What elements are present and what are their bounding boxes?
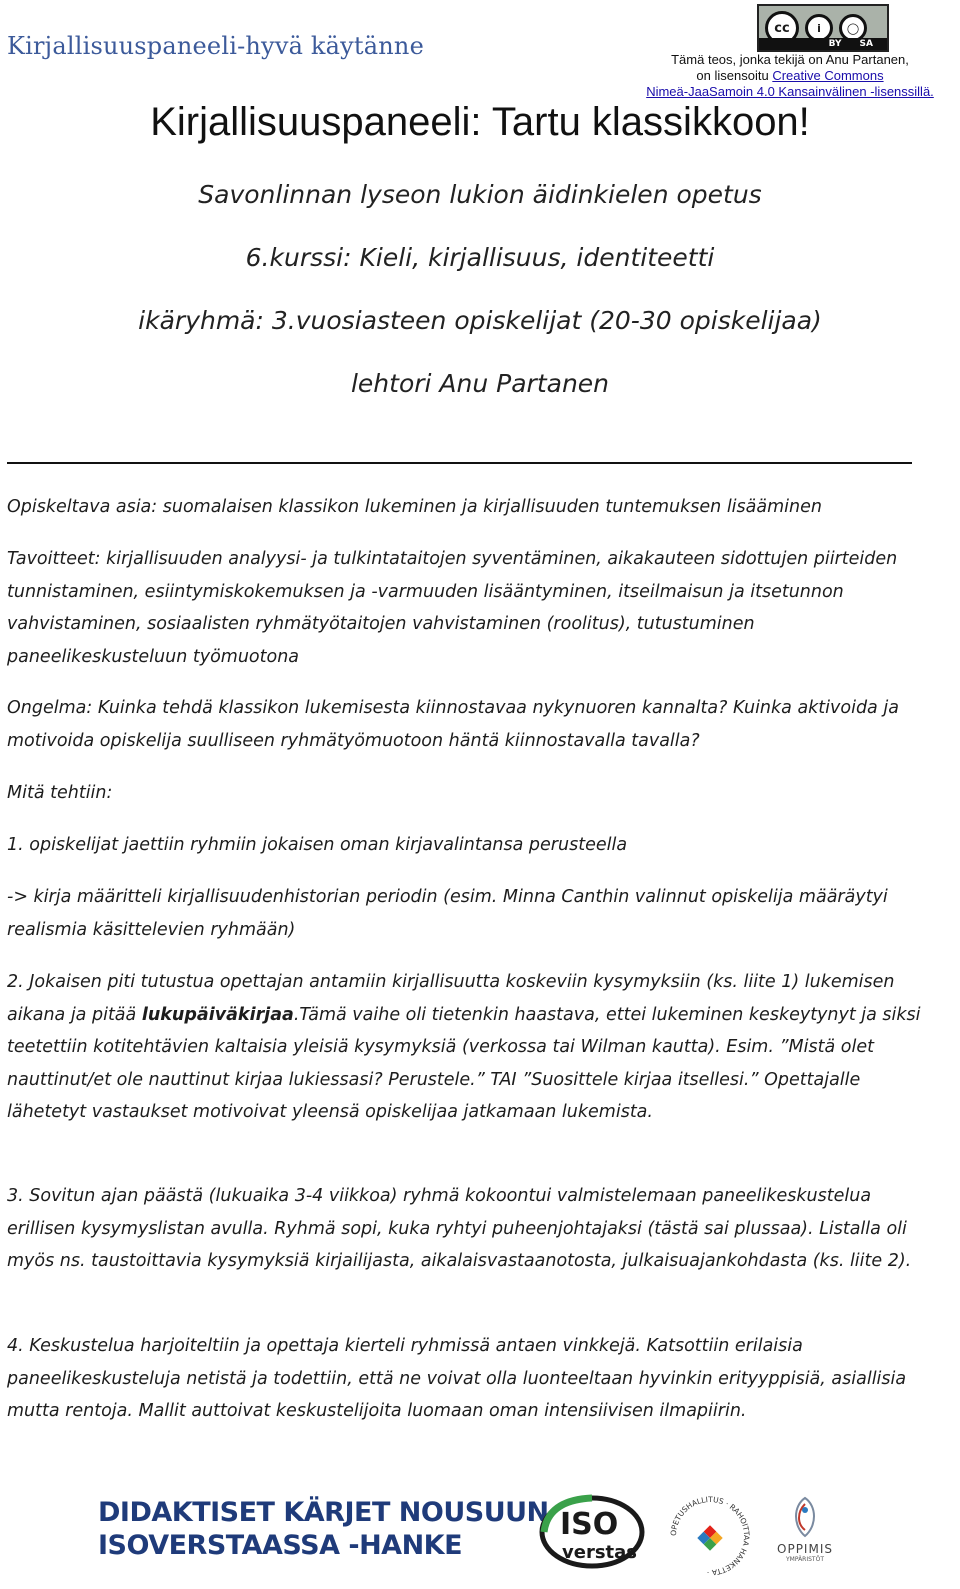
paragraph-step-1: 1. opiskelijat jaettiin ryhmiin jokaisen oman kirjavalintansa perusteella	[7, 835, 628, 855]
step-2-text-a: 2. Jokaisen piti tutustua opettajan antamiin kirjallisuutta koskeviin kysymyksiin (ks. liite 1) lukemisen aikana ja pitää	[7, 972, 895, 1025]
step-2-text-b: .Tämä vaihe oli tietenkin haastava, ettei lukeminen keskeytynyt ja siksi teetettiin kotitehtävien kaltaisia yleisiä kysymyksiä (verkossa tai Wilman kautta). Esim. ”Mistä olet nauttinut/et ole nauttinut kirjaa lukiessasi? Perustele.” TAI ”Suosittele kirjaa itsellesi.” Opettajalle lähetetyt vastaukset motivoivat yleensä opiskelijaa jatkamaan lukemista.	[7, 1004, 921, 1122]
license-line-2	[630, 68, 950, 84]
age-group-subtitle: ikäryhmä: 3.vuosiasteen opiskelijat (20-30 opiskelijaa)	[138, 306, 822, 335]
license-prefix: on lisensoitu	[696, 68, 773, 83]
oppimis-subname: YMPÄRISTÖT	[786, 1556, 824, 1563]
paragraph-step-1b: -> kirja määritteli kirjallisuudenhistorian periodin (esim. Minna Canthin valinnut opiskelija määräytyi realismia käsittelevien ryhmään)	[7, 887, 888, 940]
paragraph-step-4: 4. Keskustelua harjoiteltiin ja opettaja kierteli ryhmissä antaen vinkkejä. Katsottiin erilaisia paneelikeskusteluja netistä ja todettiin, että ne voivat olla luonteeltaan hyvinkin erityyppisiä, asiallisia mutta rentoja. Mallit auttoivat keskustelijoita luomaan oman intensiivisen ilmapiirin.	[7, 1336, 907, 1421]
page-title: Kirjallisuuspaneeli: Tartu klassikkoon!	[150, 100, 810, 144]
paragraph-what-was-done: Mitä tehtiin:	[7, 783, 113, 803]
course-subtitle: 6.kurssi: Kieli, kirjallisuus, identiteetti	[245, 243, 715, 272]
oppimis-emblem-icon	[785, 1496, 825, 1538]
creative-commons-link[interactable]: Creative Commons	[772, 68, 884, 83]
badge-by-label: BY	[828, 39, 842, 49]
paragraph-subject: Opiskeltava asia: suomalaisen klassikon lukeminen ja kirjallisuuden tuntemuksen lisääminen	[7, 497, 822, 517]
license-line-1: Tämä teos, jonka tekijä on Anu Partanen,	[671, 52, 909, 67]
paragraph-goals: Tavoitteet: kirjallisuuden analyysi- ja tulkintataitojen syventäminen, aikakauteen sidottujen piirteiden tunnistaminen, esiintymiskokemuksen ja -varmuuden lisääntyminen, itseilmaisun ja itsetunnon vahvistaminen, sosiaalisten ryhmätyötaitojen vahvistaminen (roolitus), tutustuminen paneelikeskusteluun työmuotona	[7, 549, 898, 667]
project-name-line-2: ISOVERSTAASSA -HANKE	[98, 1530, 463, 1561]
opetushallitus-logo	[668, 1494, 752, 1578]
project-name-line-1: DIDAKTISET KÄRJET NOUSUUN	[98, 1497, 549, 1528]
cc-icon: cc	[765, 11, 799, 45]
by-person-icon: i	[805, 14, 833, 42]
paragraph-problem: Ongelma: Kuinka tehdä klassikon lukemisesta kiinnostavaa nykynuoren kannalta? Kuinka aktivoida ja motivoida opiskelija suulliseen ryhmätyömuotoon häntä kiinnostavalla tavalla?	[7, 698, 899, 751]
divider-rule	[7, 462, 912, 464]
paragraph-step-2	[7, 966, 937, 1129]
oph-ring-text: OPETUSHALLITUS · RAHOITTAA HANKETTA ·	[668, 1494, 752, 1578]
license-block	[630, 4, 950, 100]
footer-logos	[0, 1488, 960, 1588]
license-line-3	[630, 84, 950, 100]
isoverstas-logo	[538, 1492, 650, 1570]
sa-share-icon: ◯	[839, 14, 867, 42]
step-2-bold-term: lukupäiväkirjaa	[141, 1004, 294, 1025]
oppimis-name: OPPIMIS	[777, 1542, 833, 1556]
paragraph-step-3: 3. Sovitun ajan päästä (lukuaika 3-4 viikkoa) ryhmä kokoontui valmistelemaan paneelikeskustelua erillisen kysymyslistan avulla. Ryhmä sopi, kuka ryhtyi puheenjohtajaksi (tästä sai plussaa). Listalla oli myös ns. taustoittavia kysymyksiä kirjailijasta, aikalaisvastaanotosta, julkaisuajankohdasta (ks. liite 2).	[7, 1186, 912, 1271]
license-name-link[interactable]: Nimeä-JaaSamoin 4.0 Kansainvälinen -lisenssillä.	[646, 84, 934, 99]
project-logo	[98, 1496, 549, 1562]
teacher-subtitle: lehtori Anu Partanen	[350, 369, 610, 398]
document-header-title: Kirjallisuuspaneeli-hyvä käytänne	[7, 32, 424, 60]
badge-sa-label: SA	[859, 39, 873, 49]
cc-by-sa-badge[interactable]	[757, 4, 889, 52]
oppimisymparistot-logo	[770, 1496, 840, 1563]
school-subtitle: Savonlinnan lyseon lukion äidinkielen opetus	[198, 180, 762, 209]
iso-bottom-text: verstas	[562, 1542, 637, 1563]
iso-top-text: ISO	[560, 1507, 619, 1542]
